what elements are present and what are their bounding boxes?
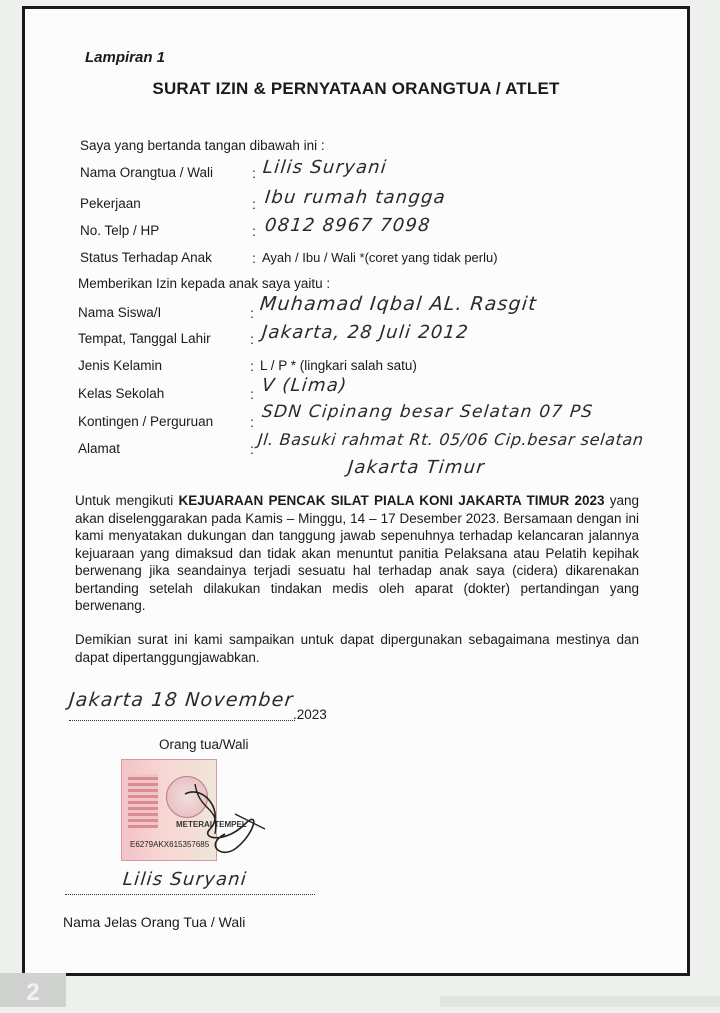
name-dotted-line — [65, 893, 315, 895]
field-value-phone: 0812 8967 7098 — [263, 215, 432, 236]
signature-scribble — [165, 774, 275, 864]
colon: : — [250, 305, 254, 321]
colon: : — [252, 223, 256, 239]
field-value-parent-name: Lilis Suryani — [261, 157, 389, 178]
field-label-class: Kelas Sekolah — [78, 386, 165, 401]
field-value-address-line2: Jakarta Timur — [346, 457, 487, 478]
colon: : — [250, 358, 254, 374]
stamp-code: E6279AKX615357685 — [130, 840, 210, 849]
field-label-student-name: Nama Siswa/I — [78, 305, 162, 320]
permission-intro: Memberikan Izin kepada anak saya yaitu : — [78, 276, 331, 291]
stamp-value-strip — [128, 774, 158, 828]
declaration-prefix: Untuk mengikuti — [75, 493, 179, 508]
field-label-birth: Tempat, Tanggal Lahir — [78, 331, 211, 346]
colon: : — [250, 414, 254, 430]
page-number-badge: 2 — [0, 973, 66, 1007]
field-value-class: V (Lima) — [260, 375, 349, 396]
field-label-contingent: Kontingen / Perguruan — [78, 414, 214, 429]
closing-paragraph: Demikian surat ini kami sampaikan untuk dapat dipergunakan sebagaimana mestinya dan dapat dipertanggungjawabkan. — [75, 632, 639, 665]
colon: : — [252, 165, 256, 181]
event-name: KEJUARAAN PENCAK SILAT PIALA KONI JAKARTA TIMUR 2023 — [178, 493, 605, 508]
field-label-status: Status Terhadap Anak — [80, 250, 212, 265]
field-value-occupation: Ibu rumah tangga — [263, 187, 448, 208]
field-label-gender: Jenis Kelamin — [78, 358, 163, 373]
document-page — [22, 6, 690, 976]
attachment-label: Lampiran 1 — [85, 49, 166, 66]
field-label-phone: No. Telp / HP — [80, 223, 160, 238]
viewer-footer-bar — [440, 996, 720, 1007]
field-label-address: Alamat — [78, 441, 121, 456]
colon: : — [250, 386, 254, 402]
signer-name: Lilis Suryani — [121, 869, 249, 890]
field-value-birth: Jakarta, 28 Juli 2012 — [260, 322, 470, 343]
field-value-status: Ayah / Ibu / Wali *(coret yang tidak perlu) — [262, 250, 498, 265]
colon: : — [252, 250, 256, 266]
field-value-address: Jl. Basuki rahmat Rt. 05/06 Cip.besar selatan — [257, 430, 645, 449]
field-value-gender: L / P * (lingkari salah satu) — [260, 358, 417, 373]
field-value-contingent: SDN Cipinang besar Selatan 07 PS — [260, 402, 595, 422]
colon: : — [250, 331, 254, 347]
signature-year: .2023 — [293, 707, 327, 722]
intro-text: Saya yang bertanda tangan dibawah ini : — [80, 138, 325, 153]
colon: : — [250, 441, 254, 457]
signer-role: Orang tua/Wali — [159, 737, 249, 752]
declaration-text: yang akan diselenggarakan pada Kamis – Minggu, 14 – 17 Desember 2023. Bersamaan dengan ini kami menyatakan dukungan dan tanggung jawab sepenuhnya terhadap kelancaran jalannya kejuaraan yang dimaksud dan tidak akan menuntut panitia Pelaksana atau Pelatih kepihak berwenang jika seandainya terjadi sesuatu hal terhadap anak saya (cidera) dikarenakan bertanding setelah dilakukan tindakan medis oleh aparat (dokter) pertandingan yang berwenang. — [75, 493, 639, 613]
date-dotted-line — [69, 719, 295, 721]
colon: : — [252, 196, 256, 212]
field-label-parent-name: Nama Orangtua / Wali — [80, 165, 214, 180]
field-value-student-name: Muhamad Iqbal AL. Rasgit — [258, 293, 539, 315]
declaration-paragraph — [75, 492, 639, 615]
name-caption: Nama Jelas Orang Tua / Wali — [63, 914, 246, 930]
document-title: SURAT IZIN & PERNYATAAN ORANGTUA / ATLET — [152, 79, 560, 98]
field-label-occupation: Pekerjaan — [80, 196, 141, 211]
signature-place-date: Jakarta 18 November — [67, 689, 295, 711]
stamp-label: METERAI TEMPEL — [176, 820, 247, 829]
